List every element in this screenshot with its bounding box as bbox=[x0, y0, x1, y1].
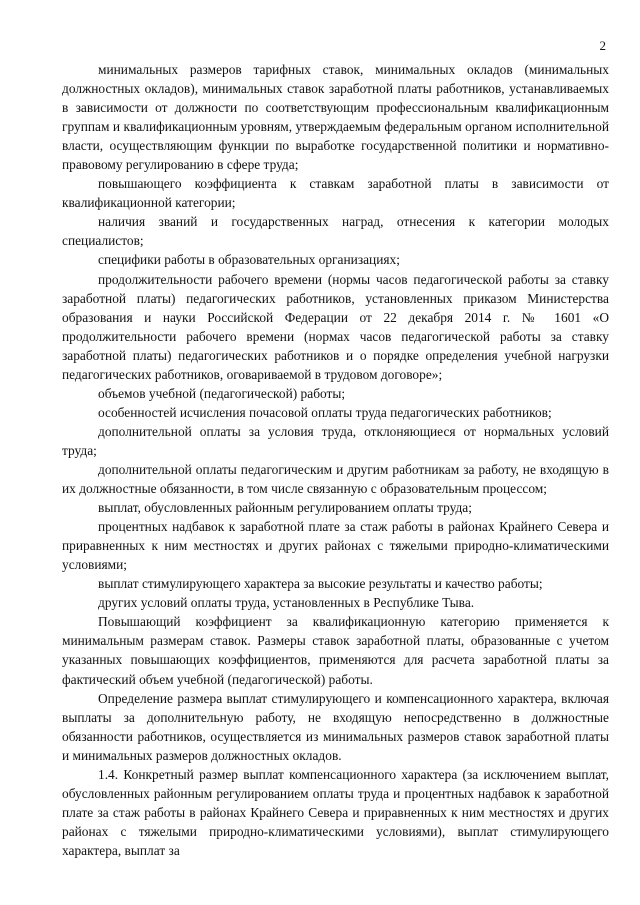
paragraph: наличия званий и государственных наград, отнесения к категории молодых специалистов; bbox=[62, 214, 609, 249]
paragraph: других условий оплаты труда, установленных в Республике Тыва. bbox=[98, 595, 475, 611]
paragraph: дополнительной оплаты за условия труда, отклоняющиеся от нормальных условий труда; bbox=[62, 423, 609, 458]
paragraph: Повышающий коэффициент за квалификационную категорию применяется к минимальным размерам ставок. Размеры ставок заработной платы, образованные с учетом указанных повышающих коэффициентов, применяются для расчета заработной платы за фактический объем учебной (педагогической) работы. bbox=[62, 614, 609, 687]
paragraph: выплат стимулирующего характера за высокие результаты и качество работы; bbox=[98, 576, 543, 592]
paragraph: дополнительной оплаты педагогическим и другим работникам за работу, не входящую в их должностные обязанности, в том числе связанную с образовательным процессом; bbox=[62, 461, 609, 497]
paragraph: объемов учебной (педагогической) работы; bbox=[98, 385, 346, 401]
paragraph: специфики работы в образовательных организациях; bbox=[98, 252, 400, 268]
paragraph: продолжительности рабочего времени (нормы часов педагогической работы за ставку заработной платы) педагогических работников, установленных приказом Министерства образования и науки Российской Федерации от 22 декабря 2014 г. № 1601 «О продолжительности рабочего времени (нормах часов педагогической работы за ставку заработной платы) педагогических работников и о порядке определения учебной нагрузки педагогических работников, оговариваемой в трудовом договоре»; bbox=[62, 271, 609, 382]
paragraph: Определение размера выплат стимулирующего и компенсационного характера, включая выплаты за дополнительную работу, не входящую непосредственно в должностные обязанности работников, осуществляется из минимальных размеров ставок заработной платы и минимальных размеров должностных окладов. bbox=[62, 690, 609, 763]
paragraph: минимальных размеров тарифных ставок, минимальных окладов (минимальных должностных окладов), минимальных ставок заработной платы работников, устанавливаемых в зависимости от должности по соответствующим профессиональным квалификационным группам и квалификационным уровням, утверждаемым федеральным органом исполнительной власти, осуществляющим функции по выработке государственной политики и нормативно-правовому регулированию в сфере труда; bbox=[62, 62, 609, 173]
document-body bbox=[62, 60, 609, 860]
paragraph: повышающего коэффициента к ставкам заработной платы в зависимости от квалификационной категории; bbox=[62, 176, 609, 211]
paragraph: особенностей исчисления почасовой оплаты труда педагогических работников; bbox=[98, 404, 552, 420]
page-number: 2 bbox=[599, 38, 606, 53]
paragraph: процентных надбавок к заработной плате за стаж работы в районах Крайнего Севера и приравненных к ним местностях и других районах с тяжелыми природно-климатическими условиями; bbox=[62, 519, 609, 573]
paragraph: 1.4. Конкретный размер выплат компенсационного характера (за исключением выплат, обусловленных районным регулированием оплаты труда и процентных надбавок к заработной плате за стаж работы в районах Крайнего Севера и приравненных к ним местностях и других районах с тяжелыми природно-климатическими условиями), выплат стимулирующего характера, выплат за bbox=[62, 766, 609, 858]
paragraph: выплат, обусловленных районным регулированием оплаты труда; bbox=[98, 500, 472, 516]
